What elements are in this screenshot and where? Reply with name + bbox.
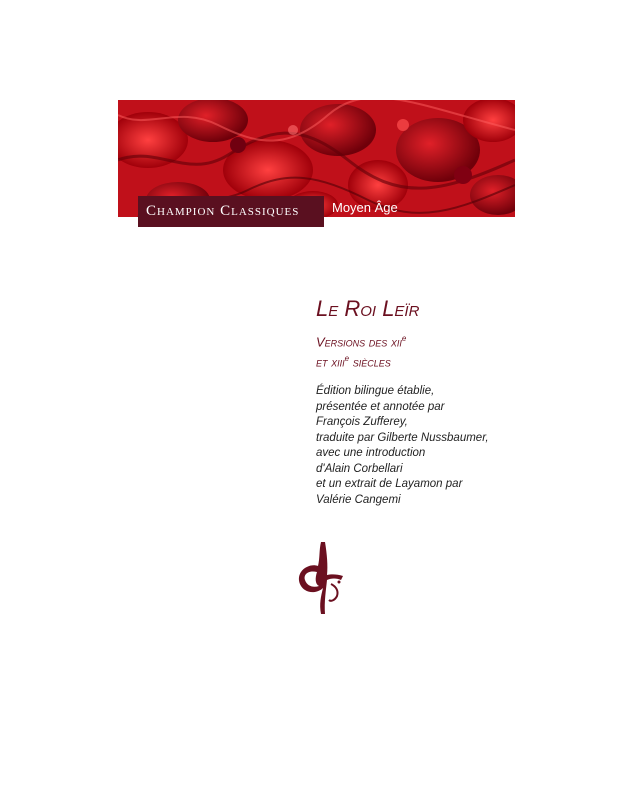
credit-line: et un extrait de Layamon par [316,478,463,490]
book-title: Le Roi Leïr [316,296,420,321]
credit-line: François Zufferey, [316,416,408,428]
credit-line: traduite par Gilberte Nussbaumer, [316,431,489,444]
book-credits [316,384,489,508]
credit-line: Valérie Cangemi [316,493,401,506]
series-subseries: Moyen Âge [332,200,398,215]
subtitle-line-1: Versions des xii$^e$ [316,334,407,350]
subtitle-line-2: et xiii$^e$ siècles [316,354,391,370]
credit-line: Édition bilingue établie, [316,385,435,397]
credit-line: avec une introduction [316,447,426,459]
credit-line: d'Alain Corbellari [316,462,403,475]
champion-c-logo-icon [291,540,351,616]
credit-line: présentée et annotée par [316,400,445,413]
book-subtitle [316,330,406,371]
series-name: Champion Classiques [146,203,300,219]
